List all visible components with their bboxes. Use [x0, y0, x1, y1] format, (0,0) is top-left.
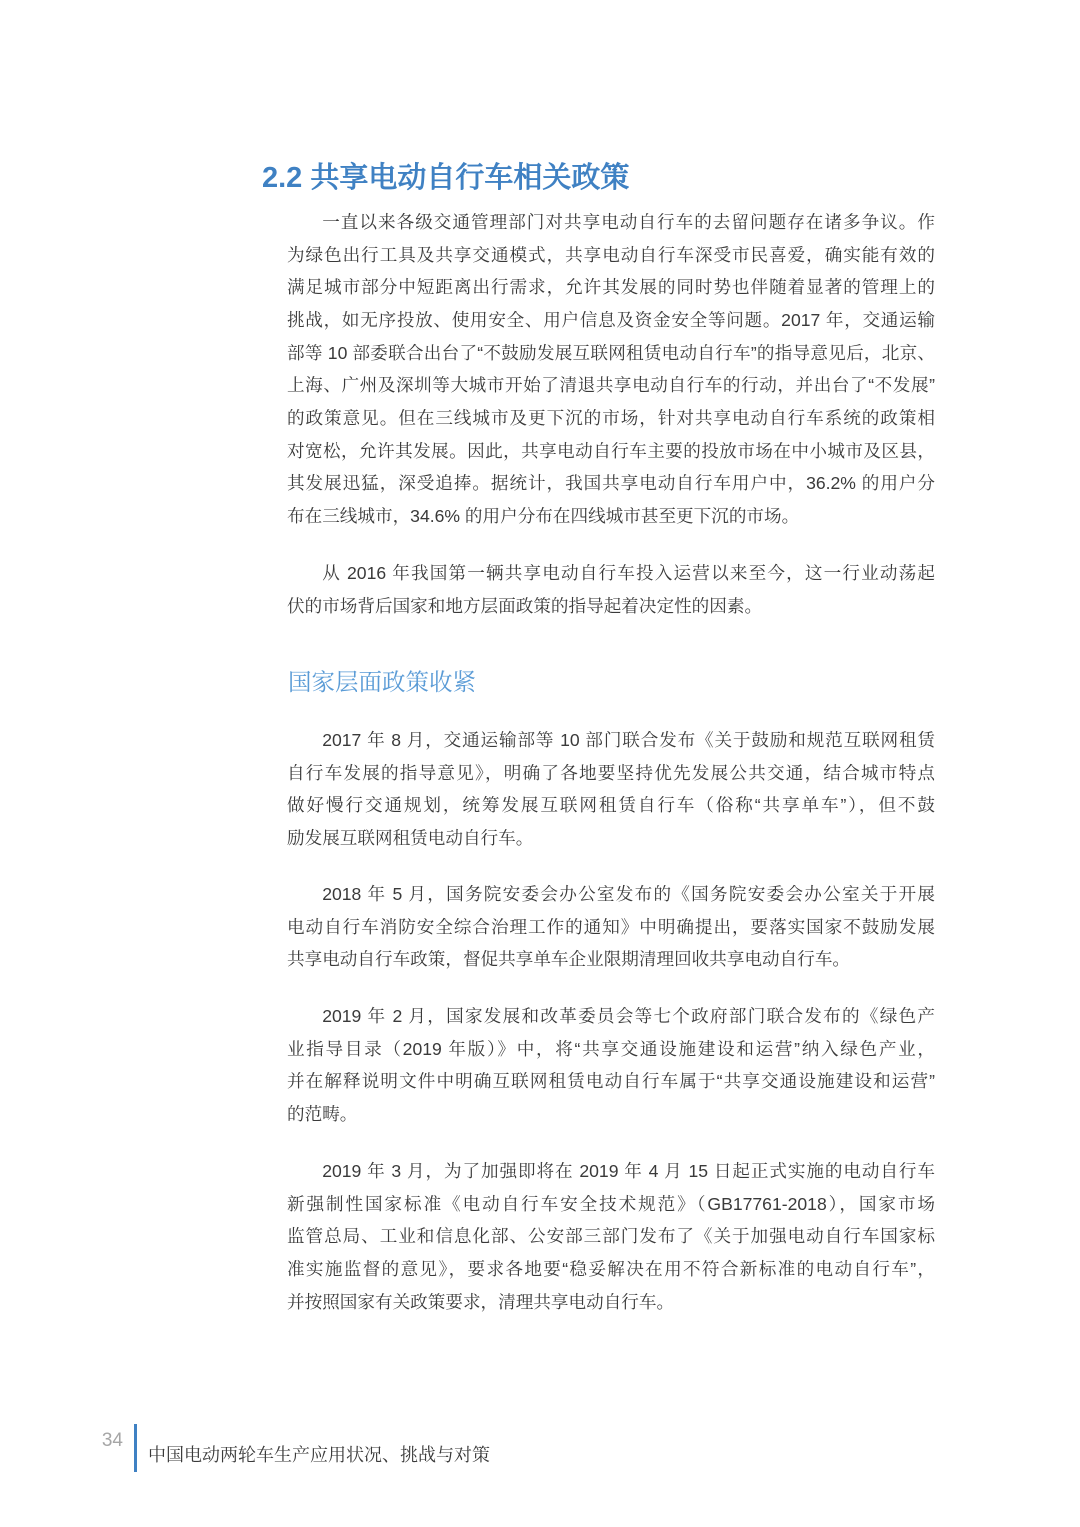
- page-number: 34: [101, 1430, 123, 1451]
- paragraph-line: 布在三线城市，34.6% 的用户分布在四线城市甚至更下沉的市场。: [287, 506, 800, 527]
- paragraph: [287, 206, 935, 533]
- paragraph: [287, 1000, 935, 1131]
- paragraph-line: 伏的市场背后国家和地方层面政策的指导起着决定性的因素。: [287, 595, 763, 616]
- paragraph-line: 并在解释说明文件中明确互联网租赁电动自行车属于“共享交通设施建设和运营”: [287, 1071, 935, 1092]
- paragraph-line: 为绿色出行工具及共享交通模式，共享电动自行车深受市民喜爱，确实能有效的: [287, 244, 935, 265]
- paragraph-line: 一直以来各级交通管理部门对共享电动自行车的去留问题存在诸多争议。作: [322, 212, 935, 232]
- paragraph-line: 满足城市部分中短距离出行需求，允许其发展的同时势也伴随着显著的管理上的: [287, 277, 935, 298]
- paragraph-line: 对宽松，允许其发展。因此，共享电动自行车主要的投放市场在中小城市及区县，: [287, 440, 935, 461]
- paragraph-line: 准实施监督的意见》，要求各地要“稳妥解决在用不符合新标准的电动自行车”，: [287, 1259, 935, 1280]
- paragraph-line: 做好慢行交通规划，统筹发展互联网租赁自行车（俗称“共享单车”），但不鼓: [287, 795, 935, 816]
- footer-report-title: 中国电动两轮车生产应用状况、挑战与对策: [148, 1445, 490, 1465]
- paragraph-line: 新强制性国家标准《电动自行车安全技术规范》（GB17761-2018），国家市场: [287, 1193, 935, 1214]
- paragraph-line: 其发展迅猛，深受追捧。据统计，我国共享电动自行车用户中，36.2% 的用户分: [287, 473, 935, 494]
- footer-divider-bar: [134, 1424, 137, 1472]
- paragraph-line: 2019 年 2 月，国家发展和改革委员会等七个政府部门联合发布的《绿色产: [322, 1006, 935, 1026]
- paragraph-line: 2018 年 5 月，国务院安委会办公室发布的《国务院安委会办公室关于开展: [322, 884, 935, 904]
- paragraph-line: 从 2016 年我国第一辆共享电动自行车投入运营以来至今，这一行业动荡起: [322, 563, 935, 583]
- paragraph-line: 励发展互联网租赁电动自行车。: [287, 828, 534, 849]
- paragraph-line: 监管总局、工业和信息化部、公安部三部门发布了《关于加强电动自行车国家标: [287, 1226, 935, 1247]
- paragraph: [287, 724, 935, 855]
- paragraph-line: 的政策意见。但在三线城市及更下沉的市场，针对共享电动自行车系统的政策相: [287, 408, 935, 429]
- paragraph-line: 部等 10 部委联合出台了“不鼓励发展互联网租赁电动自行车”的指导意见后，北京、: [287, 342, 935, 363]
- paragraph-line: 自行车发展的指导意见》，明确了各地要坚持优先发展公共交通，结合城市特点: [287, 762, 935, 783]
- section-heading: 2.2 共享电动自行车相关政策: [262, 162, 630, 194]
- paragraph-line: 业指导目录（2019 年版）》中，将“共享交通设施建设和运营”纳入绿色产业，: [287, 1038, 935, 1059]
- paragraph: [287, 878, 935, 976]
- paragraph-line: 电动自行车消防安全综合治理工作的通知》中明确提出，要落实国家不鼓励发展: [287, 916, 935, 937]
- paragraph-line: 2017 年 8 月，交通运输部等 10 部门联合发布《关于鼓励和规范互联网租赁: [322, 730, 935, 750]
- paragraph-line: 的范畴。: [287, 1104, 358, 1125]
- paragraph-line: 2019 年 3 月，为了加强即将在 2019 年 4 月 15 日起正式实施的电动自行车: [322, 1161, 935, 1181]
- paragraph: [287, 1155, 935, 1318]
- paragraph-line: 并按照国家有关政策要求，清理共享电动自行车。: [287, 1291, 675, 1312]
- paragraph-line: 上海、广州及深圳等大城市开始了清退共享电动自行车的行动，并出台了“不发展”: [287, 375, 935, 396]
- subsection-heading: 国家层面政策收紧: [288, 669, 476, 695]
- paragraph: [287, 557, 935, 622]
- paragraph-line: 挑战，如无序投放、使用安全、用户信息及资金安全等问题。2017 年，交通运输: [287, 310, 935, 331]
- paragraph-line: 共享电动自行车政策，督促共享单车企业限期清理回收共享电动自行车。: [287, 949, 851, 970]
